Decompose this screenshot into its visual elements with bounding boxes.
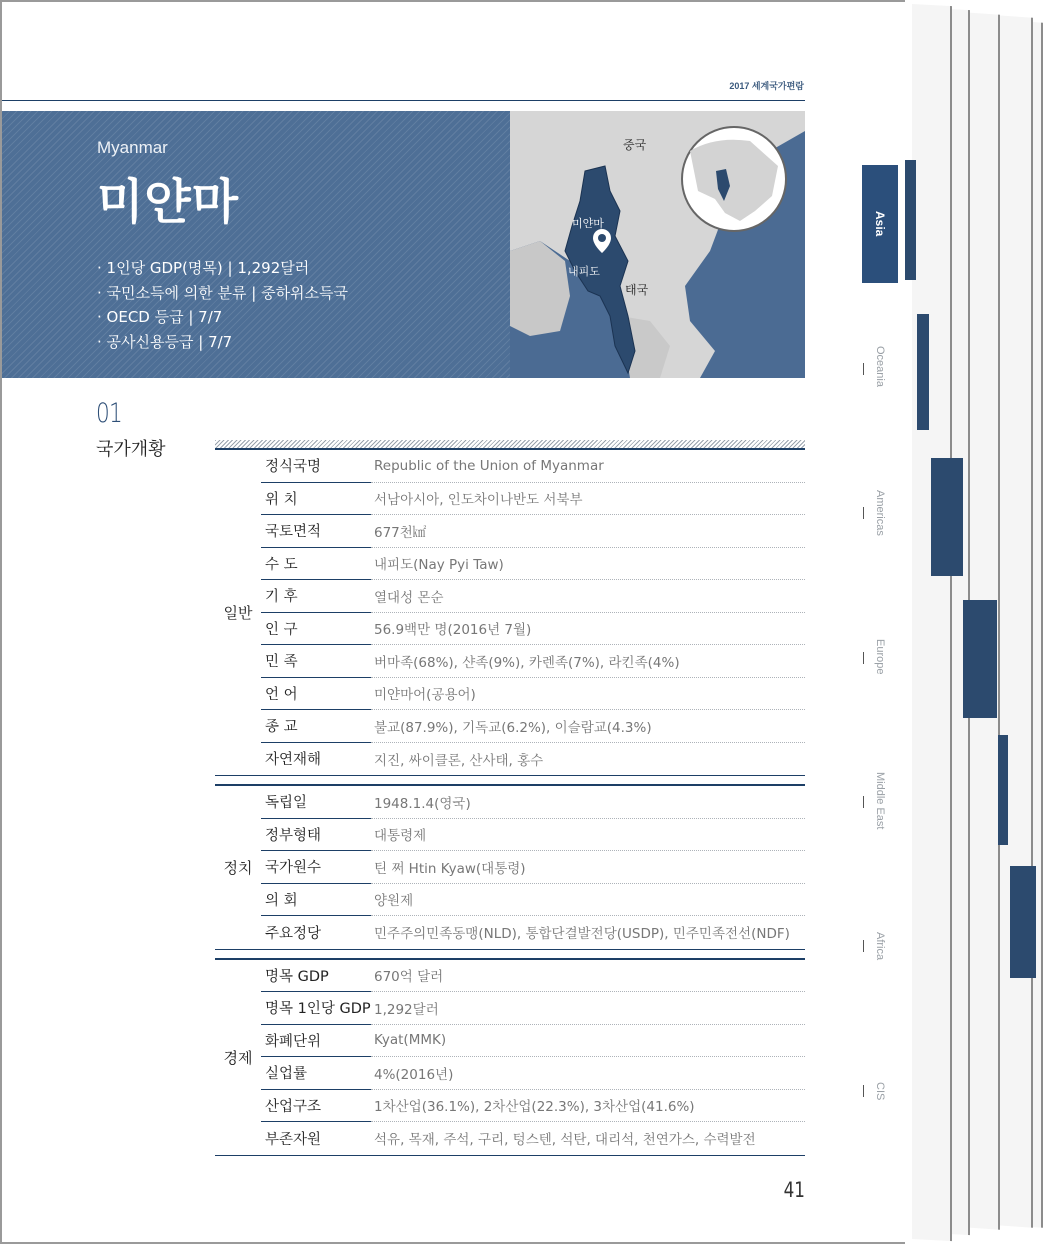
table-bottom-rule [215, 1155, 805, 1156]
row-value: Republic of the Union of Myanmar [371, 450, 805, 483]
group-politics [215, 784, 805, 949]
table-row [261, 645, 805, 678]
tab-label: CIS [874, 1082, 886, 1101]
section-hatch-rule [215, 440, 805, 448]
row-key: 산업구조 [261, 1090, 371, 1123]
tab-cis[interactable] [862, 1082, 898, 1100]
row-key: 위 치 [261, 483, 371, 516]
group-economy [215, 958, 805, 1155]
label-capital: 내피도 [568, 265, 600, 278]
row-value: 석유, 목재, 주석, 구리, 텅스텐, 석탄, 대리석, 천연가스, 수력발전 [374, 1132, 756, 1149]
page-stack-edge [912, 4, 952, 1241]
stack-tab-mark [963, 600, 997, 718]
table-row [261, 851, 805, 884]
table-row [261, 1090, 805, 1123]
tab-label: Africa [874, 932, 886, 961]
table-row [261, 884, 805, 917]
row-key: 주요정당 [265, 925, 322, 942]
row-value: 버마족(68%), 샨족(9%), 카렌족(7%), 라킨족(4%) [371, 645, 805, 678]
land-india-region [510, 241, 570, 336]
label-thailand: 태국 [625, 283, 649, 297]
header-rule [2, 100, 805, 101]
table-row [261, 819, 805, 852]
country-name-english: Myanmar [97, 138, 168, 157]
label-myanmar: 미얀마 [572, 217, 604, 230]
fact-oecd-grade: · OECD 등급 | 7/7 [97, 308, 223, 326]
table-row [261, 613, 805, 646]
tab-tick [863, 507, 864, 519]
row-key: 명목 1인당 GDP [261, 992, 371, 1025]
row-value: 대통령제 [371, 819, 805, 852]
row-value: 양원제 [371, 884, 805, 917]
row-value: 1948.1.4(영국) [371, 786, 805, 819]
row-key: 정식국명 [261, 450, 371, 483]
tab-africa[interactable] [862, 932, 898, 960]
row-value: 677천㎢ [371, 515, 805, 548]
stack-tab-mark [1010, 866, 1036, 978]
location-map [510, 111, 805, 378]
row-value: 서남아시아, 인도차이나반도 서북부 [371, 483, 805, 516]
table-row [261, 1057, 805, 1090]
country-name-korean: 미얀마 [97, 174, 240, 230]
stack-tab-mark [917, 314, 929, 430]
table-row [261, 548, 805, 581]
row-key: 부존자원 [265, 1131, 322, 1148]
tab-tick [863, 1085, 864, 1097]
tab-tick [863, 652, 864, 664]
row-key: 화폐단위 [261, 1025, 371, 1058]
row-key: 실업률 [261, 1057, 371, 1090]
row-value: 틴 쩌 Htin Kyaw(대통령) [371, 851, 805, 884]
table-row [261, 1025, 805, 1058]
tab-americas[interactable] [862, 490, 898, 536]
row-key: 언 어 [261, 678, 371, 711]
row-value: 1,292달러 [371, 992, 805, 1025]
tab-middle-east[interactable] [862, 772, 898, 829]
row-key: 국토면적 [261, 515, 371, 548]
tab-label: Americas [874, 490, 886, 536]
row-key: 종 교 [261, 710, 371, 743]
row-value: 불교(87.9%), 기독교(6.2%), 이슬람교(4.3%) [371, 710, 805, 743]
group-label: 경제 [223, 1048, 253, 1067]
row-key: 의 회 [261, 884, 371, 917]
tab-tick [863, 363, 864, 375]
table-row [261, 992, 805, 1025]
row-value: 4%(2016년) [371, 1057, 805, 1090]
table-row [261, 450, 805, 483]
region-tabs [862, 0, 902, 1246]
row-value: 지진, 싸이클론, 산사태, 홍수 [374, 752, 544, 769]
label-china: 중국 [623, 138, 647, 152]
tab-oceania[interactable] [862, 346, 898, 387]
table-row [261, 960, 805, 993]
tab-label: Asia [873, 211, 887, 237]
tab-label: Oceania [874, 346, 886, 387]
tab-tick [863, 796, 864, 808]
table-row [261, 483, 805, 516]
capital-marker-dot [598, 234, 606, 242]
fact-income-class: · 국민소득에 의한 분류 | 중하위소득국 [97, 283, 349, 302]
row-value: 1차산업(36.1%), 2차산업(22.3%), 3차산업(41.6%) [371, 1090, 805, 1123]
row-value: 내피도(Nay Pyi Taw) [371, 548, 805, 581]
tab-asia[interactable] [862, 165, 898, 283]
key-facts [97, 256, 348, 354]
group-label: 정치 [223, 858, 253, 877]
table-row [261, 916, 805, 949]
table-row [261, 678, 805, 711]
country-banner [2, 111, 510, 378]
row-key: 인 구 [261, 613, 371, 646]
page-number: 41 [783, 1178, 805, 1202]
row-key: 정부형태 [261, 819, 371, 852]
row-value: 민주주의민족동맹(NLD), 통합단결발전당(USDP), 민주민족전선(NDF) [374, 926, 790, 943]
tab-label: Europe [874, 639, 886, 675]
fact-credit-grade: · 공사신용등급 | 7/7 [97, 332, 233, 351]
tab-europe[interactable] [862, 639, 898, 674]
row-key: 민 족 [261, 645, 371, 678]
group-label: 일반 [223, 604, 253, 622]
row-key: 국가원수 [261, 851, 371, 884]
table-row [261, 515, 805, 548]
section-number: 01 [96, 398, 122, 429]
stack-tab-mark [998, 735, 1008, 845]
map-graphic [510, 111, 805, 378]
fact-gdp-per-capita: · 1인당 GDP(명목) | 1,292달러 [97, 259, 310, 277]
row-value: 670억 달러 [371, 960, 805, 993]
row-key: 기 후 [261, 580, 371, 613]
table-row [261, 743, 805, 776]
country-info-table [215, 448, 805, 1156]
row-value: Kyat(MMK) [371, 1025, 805, 1058]
tab-label: Middle East [874, 772, 886, 830]
row-value: 56.9백만 명(2016년 7월) [371, 613, 805, 646]
table-row [261, 786, 805, 819]
group-general [215, 448, 805, 775]
table-row [261, 1122, 805, 1155]
row-key: 자연재해 [265, 752, 322, 769]
row-key: 수 도 [261, 548, 371, 581]
section-title: 국가개황 [96, 439, 166, 460]
table-row [261, 710, 805, 743]
table-row [261, 580, 805, 613]
row-key: 독립일 [261, 786, 371, 819]
stack-tab-mark [931, 458, 963, 576]
row-key: 명목 GDP [261, 960, 371, 993]
edition-label: 2017 세계국가편람 [729, 81, 804, 91]
row-value: 미얀마어(공용어) [371, 678, 805, 711]
tab-tick [863, 940, 864, 952]
row-value: 열대성 몬순 [371, 580, 805, 613]
